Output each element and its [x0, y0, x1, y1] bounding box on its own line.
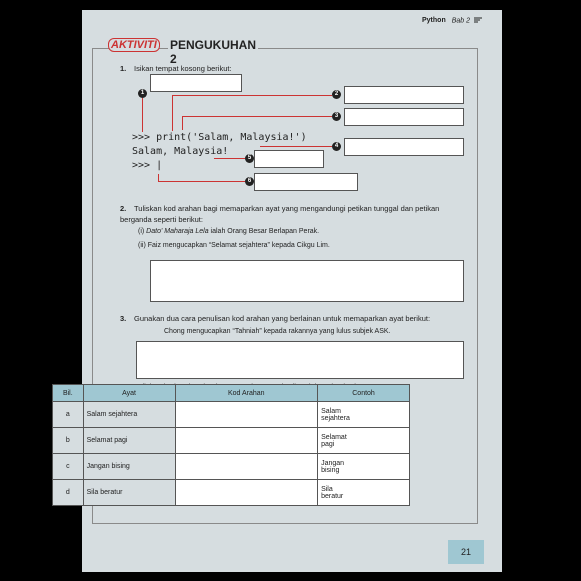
page-header [422, 17, 482, 24]
blank-2[interactable] [344, 86, 464, 104]
q4-table [52, 384, 410, 506]
page-number: 21 [448, 540, 484, 564]
blank-4[interactable] [344, 138, 464, 156]
table-header-row [53, 385, 410, 402]
chapter-label: Bab 2 [451, 17, 470, 25]
q2-answer-box[interactable] [150, 260, 464, 302]
marker-2: 2 [332, 90, 341, 99]
code-line-2: Salam, Malaysia! [132, 146, 229, 157]
q2-item-ii: (ii) Faiz mengucapkan “Selamat sejahtera” kepada Cikgu Lim. [138, 242, 330, 249]
marker-3: 3 [332, 112, 341, 121]
leader-line-2v [172, 95, 173, 131]
marker-5: 5 [245, 154, 254, 163]
col-bil: Bil. [53, 385, 84, 402]
col-kod-arahan: Kod Arahan [175, 385, 318, 402]
kod-arahan-cell[interactable] [175, 454, 318, 480]
signal-icon [474, 17, 482, 24]
leader-line-1 [142, 98, 143, 132]
leader-line-3v [182, 116, 183, 130]
table-row: a Salam sejahtera Salam sejahtera [53, 402, 410, 428]
question-2: 2. Tuliskan kod arahan bagi memaparkan ayat yang mengandungi petikan tunggal dan petikan berganda seperti berikut: [120, 204, 440, 224]
q3-sentence: Chong mengucapkan “Tahniah” kepada rakannya yang lulus subjek ASK. [164, 328, 391, 335]
activity-heading: PENGUKUHAN 2 [170, 38, 257, 66]
blank-1[interactable] [150, 74, 242, 92]
leader-line-4h [260, 146, 332, 147]
col-contoh: Contoh [318, 385, 410, 402]
question-3: 3. Gunakan dua cara penulisan kod arahan yang berlainan untuk memaparkan ayat berikut: [120, 314, 431, 323]
kod-arahan-cell[interactable] [175, 402, 318, 428]
table-row: b Selamat pagi Selamat pagi [53, 428, 410, 454]
blank-5[interactable] [254, 150, 324, 168]
kod-arahan-cell[interactable] [175, 480, 318, 506]
code-line-1: >>> print('Salam, Malaysia!') [132, 132, 307, 143]
code-line-3: >>> | [132, 160, 163, 171]
col-ayat: Ayat [83, 385, 175, 402]
kod-arahan-cell[interactable] [175, 428, 318, 454]
leader-line-5h [214, 158, 245, 159]
marker-6: 6 [245, 177, 254, 186]
marker-1: 1 [138, 89, 147, 98]
leader-line-6h [158, 181, 245, 182]
marker-4: 4 [332, 142, 341, 151]
leader-line-2h [172, 95, 332, 96]
q3-answer-box[interactable] [136, 341, 464, 379]
question-1: 1. Isikan tempat kosong berikut: [120, 64, 232, 73]
aktiviti-badge: AKTIVITI [108, 38, 160, 52]
table-row: c Jangan bising Jangan bising [53, 454, 410, 480]
q2-item-i: (i) Dato' Maharaja Lela ialah Orang Besar Berlapan Perak. [138, 228, 320, 235]
blank-3[interactable] [344, 108, 464, 126]
blank-6[interactable] [254, 173, 358, 191]
table-row: d Sila beratur Sila beratur [53, 480, 410, 506]
book-name: Python [422, 17, 446, 25]
leader-line-3h [182, 116, 332, 117]
